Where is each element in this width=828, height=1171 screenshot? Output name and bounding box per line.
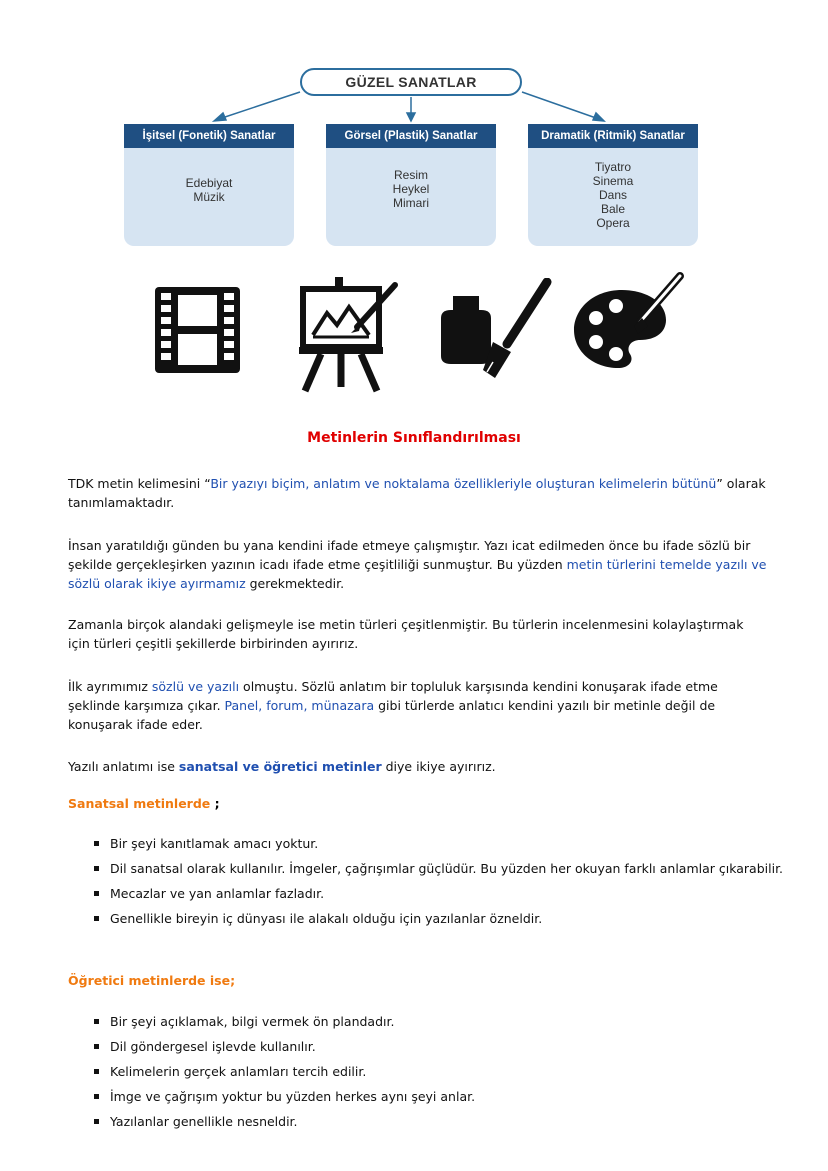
paragraph-oral-written	[68, 677, 768, 734]
heading-suffix: ;	[210, 796, 220, 811]
section-heading-sanatsal	[68, 796, 220, 811]
category-items	[124, 148, 294, 204]
highlight-text: sanatsal ve öğretici metinler	[178, 759, 382, 774]
text: TDK metin kelimesini “	[68, 476, 211, 491]
diagram-arrows	[0, 0, 828, 130]
ink-pen-icon	[435, 278, 555, 383]
category-title: İşitsel (Fonetik) Sanatlar	[124, 124, 294, 148]
list-item: Kelimelerin gerçek anlamları tercih edilir.	[110, 1062, 790, 1081]
list-item: Dil sanatsal olarak kullanılır. İmgeler, çağrışımlar güçlüdür. Bu yüzden her okuyan farklı anlamlar çıkarabilir.	[110, 859, 790, 878]
text: İnsan yaratıldığı günden bu yana kendini ifade etmeye çalışmıştır. Yazı icat edilmeden önce bu ifade sözlü bir şekilde gerçekleşirken yazının icadı ifade etme çeşitliliği sunmuştur. Bu yüzden	[68, 538, 751, 572]
category-item: Edebiyat	[185, 176, 233, 190]
list-item: Genellikle bireyin iç dünyası ile alakalı olduğu için yazılanlar özneldir.	[110, 909, 790, 928]
text: olmuştu. Sözlü anlatım bir topluluk karşısında kendini konuşarak ifade etme şeklinde karşımıza çıkar.	[68, 679, 718, 713]
ogretici-list	[92, 1012, 790, 1137]
category-item: Bale	[600, 202, 626, 216]
heading-text: Sanatsal metinlerde	[68, 796, 211, 811]
category-item: Opera	[596, 216, 630, 230]
diagram-root: GÜZEL SANATLAR	[300, 68, 522, 96]
paragraph-history	[68, 536, 768, 593]
paragraph-diversity: Zamanla birçok alandaki gelişmeyle ise metin türleri çeşitlenmiştir. Bu türlerin incelenmesini kolaylaştırmak için türleri çeşitli şekillerde birbirinden ayırırız.	[68, 617, 744, 651]
text: Yazılı anlatımı ise	[68, 759, 179, 774]
category-box-gorsel	[326, 124, 496, 246]
list-item: İmge ve çağrışım yoktur bu yüzden herkes aynı şeyi anlar.	[110, 1087, 790, 1106]
category-item: Sinema	[592, 174, 634, 188]
list-item: Bir şeyi açıklamak, bilgi vermek ön plandadır.	[110, 1012, 790, 1031]
category-item: Tiyatro	[594, 160, 632, 174]
text: gerekmektedir.	[245, 576, 345, 591]
paragraph-definition	[68, 474, 768, 512]
paragraph-written-types	[68, 757, 768, 776]
list-item: Dil göndergesel işlevde kullanılır.	[110, 1037, 790, 1056]
text: diye ikiye ayırırız.	[381, 759, 496, 774]
category-item: Mimari	[393, 196, 429, 210]
text: İlk ayrımımız	[68, 679, 152, 694]
easel-painting-icon	[295, 275, 400, 395]
highlight-text: Bir yazıyı biçim, anlatım ve noktalama özellikleriyle oluşturan kelimelerin bütünü	[210, 476, 717, 491]
text: ” olarak tanımlamaktadır.	[68, 476, 766, 510]
category-title: Görsel (Plastik) Sanatlar	[326, 124, 496, 148]
highlight-text: metin türlerini temelde yazılı ve sözlü olarak ikiye ayırmamız	[68, 557, 767, 591]
film-strip-icon	[150, 285, 245, 375]
list-item: Bir şeyi kanıtlamak amacı yoktur.	[110, 834, 790, 853]
list-item: Mecazlar ve yan anlamlar fazladır.	[110, 884, 790, 903]
category-items	[326, 148, 496, 210]
section-heading-ogretici: Öğretici metinlerde ise;	[68, 973, 236, 988]
category-title: Dramatik (Ritmik) Sanatlar	[528, 124, 698, 148]
category-items	[528, 148, 698, 230]
category-item: Dans	[598, 188, 627, 202]
category-box-dramatik	[528, 124, 698, 246]
paint-palette-icon	[572, 270, 687, 375]
category-item: Müzik	[193, 190, 225, 204]
category-box-isitsel	[124, 124, 294, 246]
list-item: Yazılanlar genellikle nesneldir.	[110, 1112, 790, 1131]
sanatsal-list	[92, 834, 790, 934]
category-item: Resim	[393, 168, 428, 182]
highlight-text: Panel, forum, münazara	[224, 698, 375, 713]
text: gibi türlerde anlatıcı kendini yazılı bir metinle değil de konuşarak ifade eder.	[68, 698, 716, 732]
highlight-text: sözlü ve yazılı	[151, 679, 240, 694]
page-title: Metinlerin Sınıflandırılması	[307, 430, 521, 446]
category-item: Heykel	[392, 182, 430, 196]
